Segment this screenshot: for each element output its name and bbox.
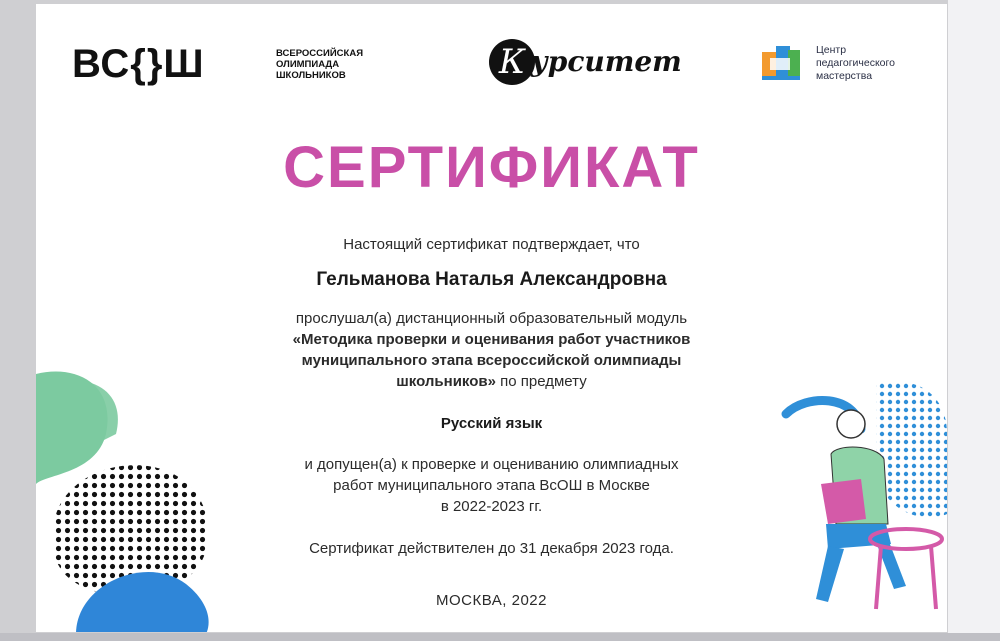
certificate-page <box>36 4 947 632</box>
module-block <box>196 308 787 392</box>
background-edge-right <box>948 0 1000 641</box>
background-edge-bottom <box>0 633 1000 641</box>
module-name-line: муниципального этапа всероссийской олимпиады <box>301 352 682 369</box>
vsosh-logo-caption <box>276 48 386 81</box>
city-year: МОСКВА, 2022 <box>436 592 547 609</box>
cpm-logo <box>758 42 938 92</box>
admitted-line: работ муниципального этапа ВсОШ в Москве <box>333 477 650 494</box>
recipient-name: Гельманова Наталья Александровна <box>316 269 667 290</box>
admitted-line: и допущен(а) к проверке и оцениванию олимпиадных <box>304 456 679 473</box>
cpm-logo-line: Центр <box>816 44 847 56</box>
admitted-block <box>196 454 787 517</box>
cpm-logo-caption <box>816 44 926 83</box>
cpm-logo-line: педагогического <box>816 57 895 69</box>
vsosh-logo-line: ШКОЛЬНИКОВ <box>276 70 346 81</box>
vsosh-logo <box>72 42 382 92</box>
confirm-text: Настоящий сертификат подтверждает, что <box>343 236 640 253</box>
vsosh-logo-mark: ВС{}Ш <box>72 42 205 86</box>
woman-with-laptop-illustration <box>766 374 947 614</box>
module-name-line: школьников» <box>396 373 496 390</box>
kursitet-logo-text: урситет <box>531 45 682 78</box>
decorative-blobs-left <box>36 364 236 632</box>
module-intro: прослушал(а) дистанционный образовательный модуль <box>295 310 688 327</box>
certificate-title: СЕРТИФИКАТ <box>283 135 700 200</box>
subject: Русский язык <box>440 415 543 432</box>
module-name-line: «Методика проверки и оценивания работ участников <box>292 331 691 348</box>
vsosh-logo-line: ОЛИМПИАДА <box>276 59 340 70</box>
admitted-line: в 2022-2023 гг. <box>440 498 543 515</box>
kursitet-logo-initial: К <box>489 39 535 85</box>
valid-until-text: Сертификат действителен до 31 декабря 2023 года. <box>309 540 674 557</box>
module-suffix: по предмету <box>495 373 587 390</box>
vsosh-logo-line: ВСЕРОССИЙСКАЯ <box>276 48 364 59</box>
kursitet-logo <box>489 39 682 89</box>
cpm-logo-line: мастерства <box>816 70 873 82</box>
cpm-cube-icon <box>758 42 804 84</box>
